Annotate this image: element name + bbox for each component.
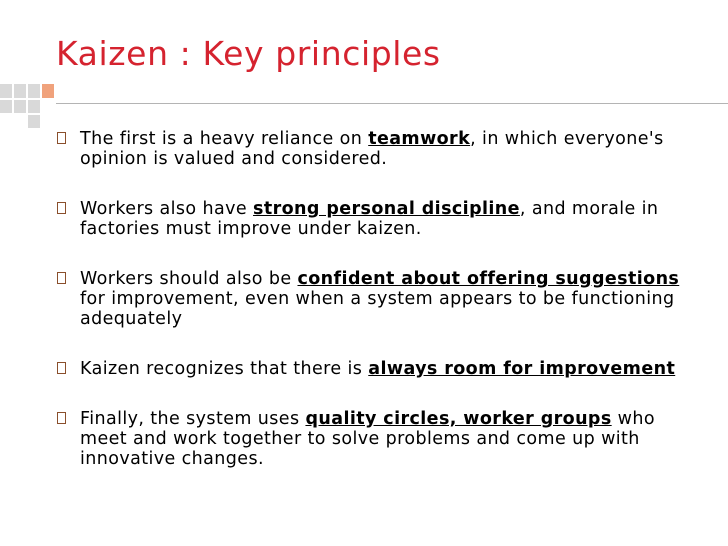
decorative-square	[28, 84, 40, 98]
bullet-text: The first is a heavy reliance on	[80, 129, 369, 149]
decorative-square	[14, 115, 26, 128]
bullet-emphasis: teamwork	[368, 129, 471, 149]
decorative-square	[14, 100, 26, 113]
bullet-emphasis: quality circles, worker groups	[305, 409, 612, 429]
decorative-square	[0, 100, 12, 113]
bullet-item	[54, 129, 704, 169]
title-divider	[56, 103, 728, 104]
bullet-item	[54, 269, 704, 329]
bullet-emphasis: always room for improvement	[368, 359, 676, 379]
bullet-text: , in which everyone's opinion is valued and considered.	[80, 129, 664, 169]
bullet-item	[54, 409, 704, 469]
decorative-square	[0, 115, 12, 128]
bullet-text: who meet and work together to solve problems and come up with innovative changes.	[80, 409, 655, 469]
bullet-emphasis: confident about offering suggestions	[297, 269, 680, 289]
bullet-text: Kaizen recognizes that there is	[80, 359, 369, 379]
slide-title: Kaizen : Key principles	[56, 34, 441, 73]
decorative-square	[42, 100, 54, 113]
bullet-text: Finally, the system uses	[80, 409, 306, 429]
bullet-item	[54, 359, 704, 379]
decorative-square	[42, 115, 54, 128]
decorative-square	[28, 115, 40, 128]
hollow-square-bullet-icon	[57, 132, 66, 144]
decorative-square	[42, 84, 54, 98]
decorative-square	[14, 84, 26, 98]
bullet-text: for improvement, even when a system appears to be functioning adequately	[80, 289, 675, 329]
hollow-square-bullet-icon	[57, 202, 66, 214]
bullet-text: Workers also have	[80, 199, 254, 219]
hollow-square-bullet-icon	[57, 412, 66, 424]
bullet-text: Workers should also be	[80, 269, 298, 289]
bullet-text: , and morale in factories must improve under kaizen.	[80, 199, 659, 239]
bullet-list	[54, 129, 704, 499]
hollow-square-bullet-icon	[57, 272, 66, 284]
decorative-square	[0, 84, 12, 98]
decorative-grid	[0, 84, 54, 128]
bullet-item	[54, 199, 704, 239]
bullet-emphasis: strong personal discipline	[253, 199, 520, 219]
hollow-square-bullet-icon	[57, 362, 66, 374]
decorative-square	[28, 100, 40, 113]
